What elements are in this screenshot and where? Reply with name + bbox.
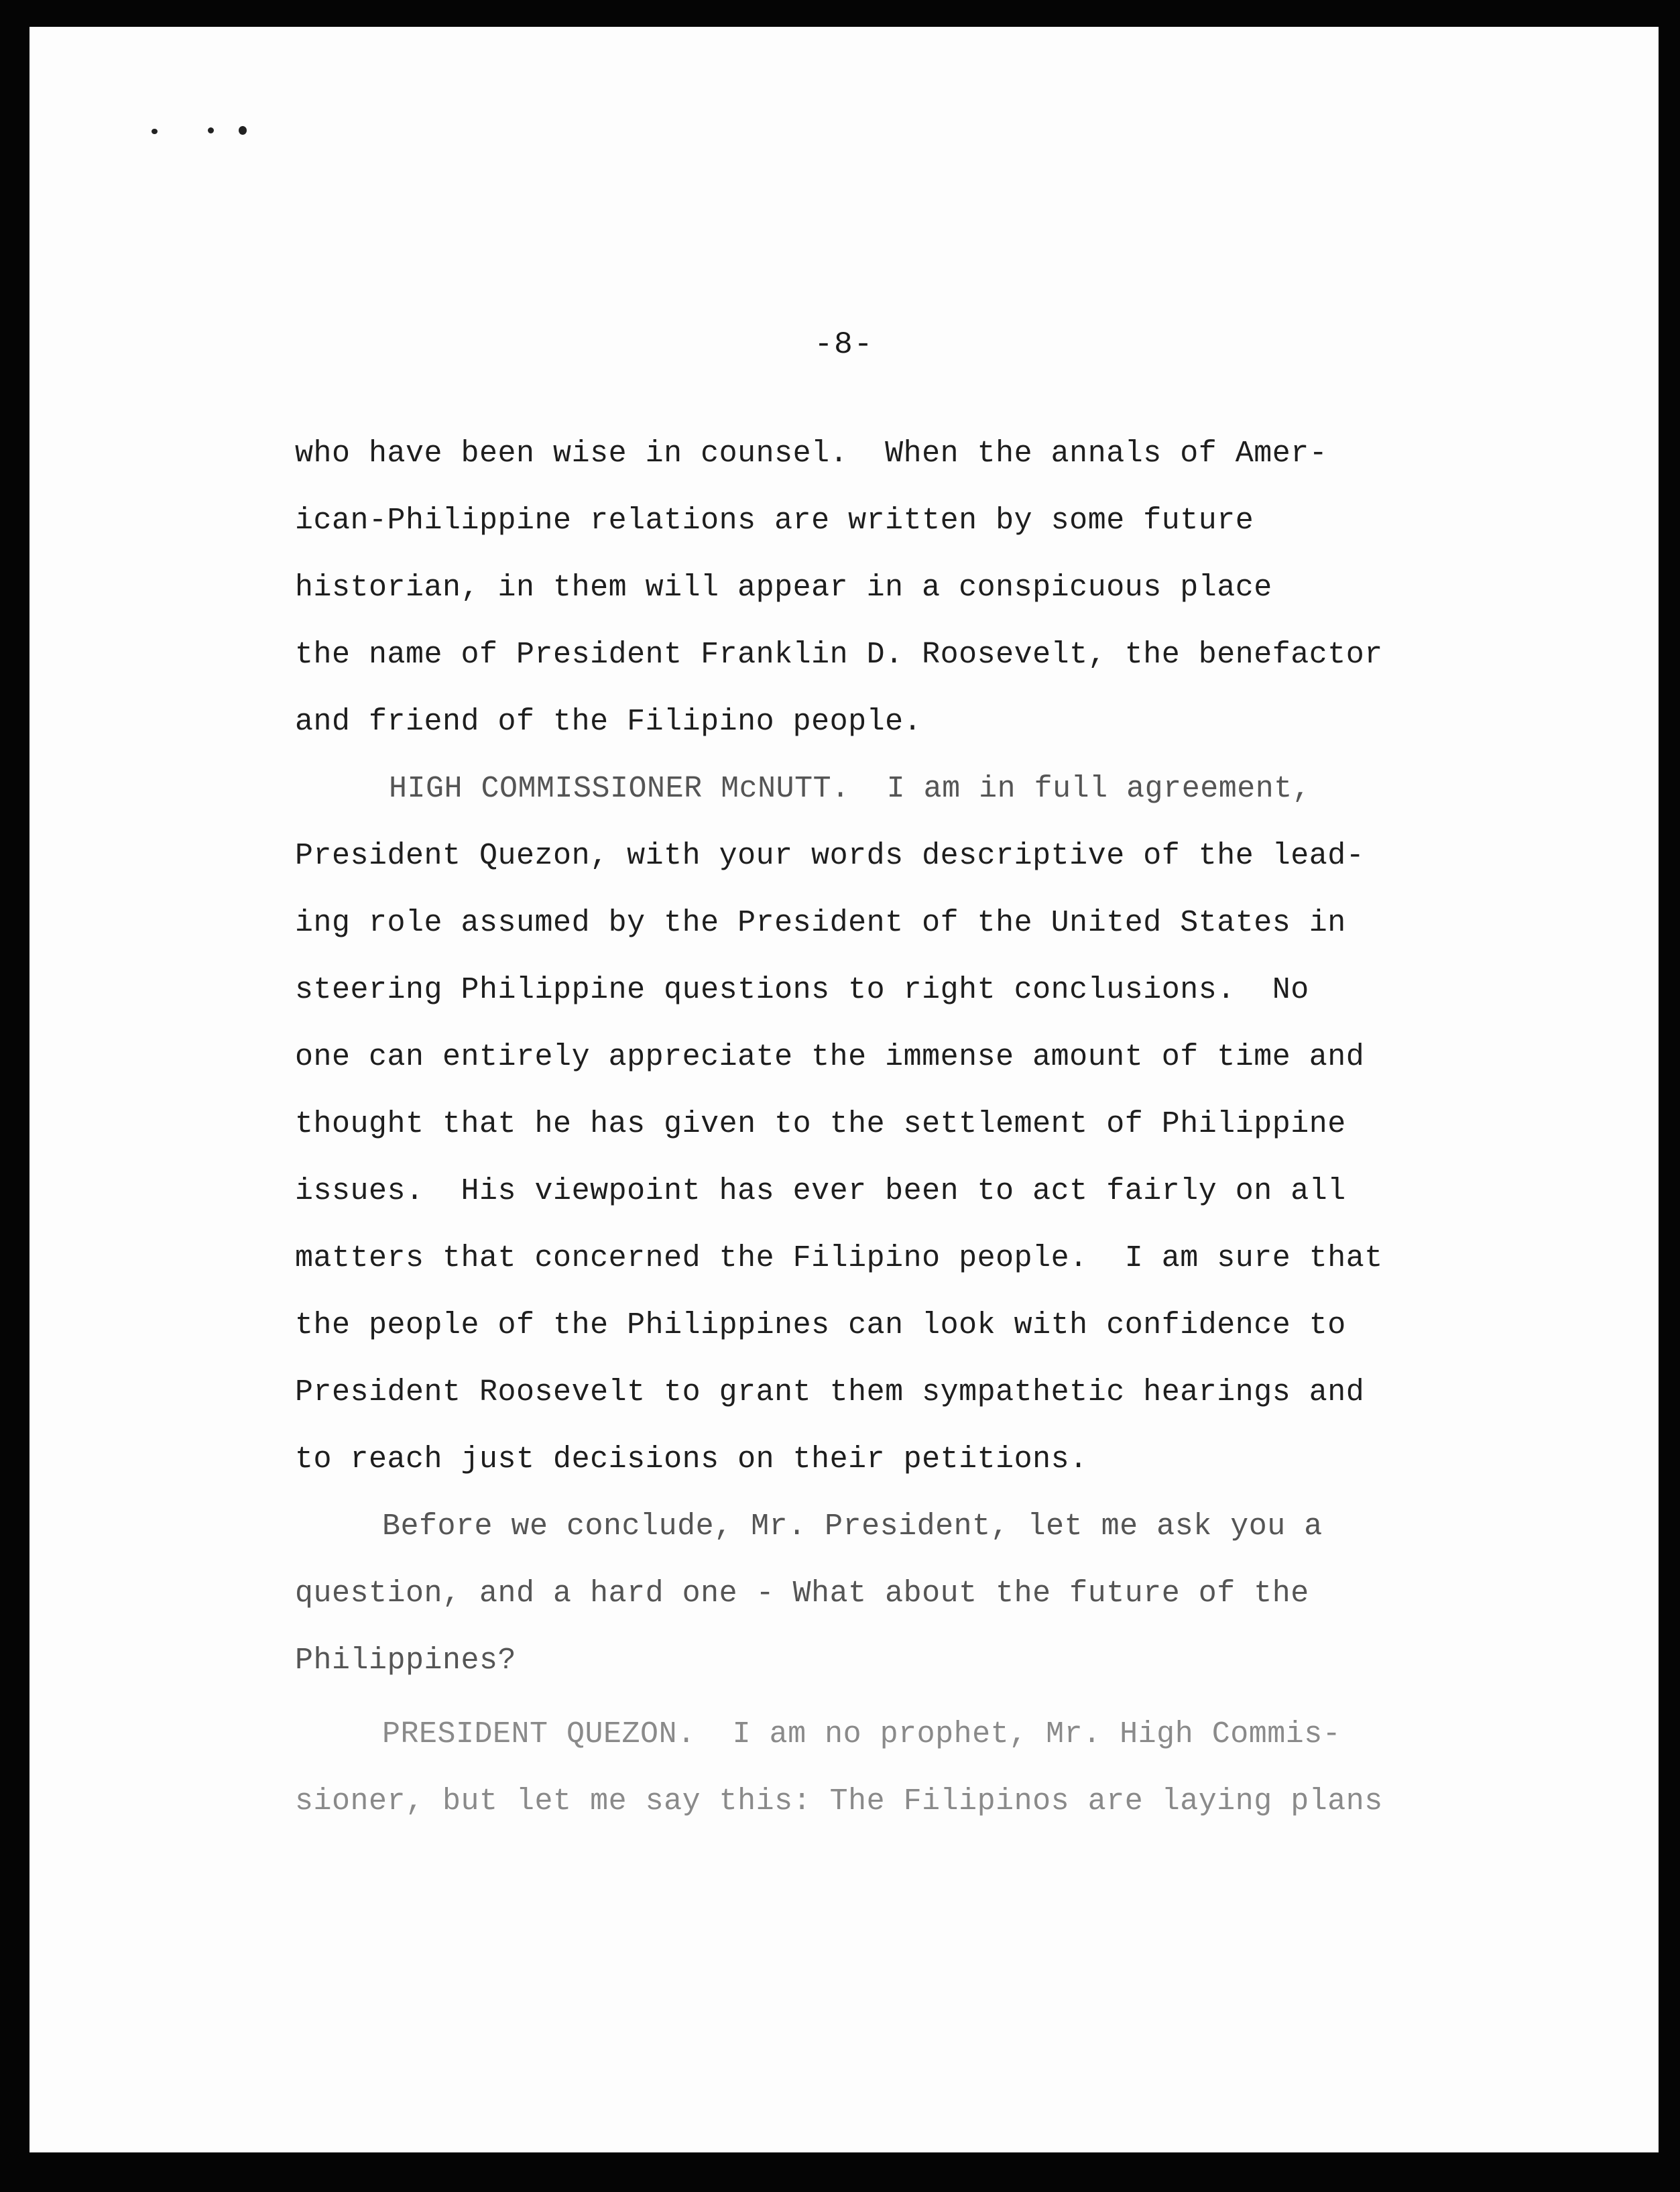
- document-page: [29, 27, 1659, 2152]
- text-line: ican-Philippine relations are written by some future: [295, 504, 1254, 538]
- speaker-paragraph-line: PRESIDENT QUEZON. I am no prophet, Mr. High Commis-: [382, 1717, 1341, 1751]
- text-line: thought that he has given to the settlement of Philippine: [295, 1107, 1346, 1141]
- text-line: issues. His viewpoint has ever been to act fairly on all: [295, 1174, 1346, 1208]
- text-line: question, and a hard one - What about the future of the: [295, 1576, 1309, 1611]
- text-line: Philippines?: [295, 1643, 517, 1678]
- ink-specks: [150, 126, 257, 139]
- text-line: ing role assumed by the President of the United States in: [295, 906, 1346, 940]
- text-line: to reach just decisions on their petitions.: [295, 1442, 1088, 1477]
- text-line: one can entirely appreciate the immense amount of time and: [295, 1040, 1365, 1074]
- text-line: steering Philippine questions to right conclusions. No: [295, 973, 1309, 1007]
- text-line: the people of the Philippines can look with confidence to: [295, 1308, 1346, 1342]
- text-line: and friend of the Filipino people.: [295, 705, 922, 739]
- text-line: matters that concerned the Filipino people. I am sure that: [295, 1241, 1383, 1275]
- text-line: historian, in them will appear in a conspicuous place: [295, 571, 1272, 605]
- text-line: who have been wise in counsel. When the annals of Amer-: [295, 437, 1328, 471]
- paragraph-line: Before we conclude, Mr. President, let me ask you a: [382, 1509, 1323, 1544]
- speaker-paragraph-line: HIGH COMMISSIONER McNUTT. I am in full agreement,: [389, 772, 1311, 806]
- text-line: sioner, but let me say this: The Filipinos are laying plans: [295, 1784, 1383, 1819]
- text-line: President Roosevelt to grant them sympathetic hearings and: [295, 1375, 1365, 1409]
- text-line: the name of President Franklin D. Roosevelt, the benefactor: [295, 638, 1383, 672]
- page-number: -8-: [814, 327, 874, 362]
- text-line: President Quezon, with your words descriptive of the lead-: [295, 839, 1365, 873]
